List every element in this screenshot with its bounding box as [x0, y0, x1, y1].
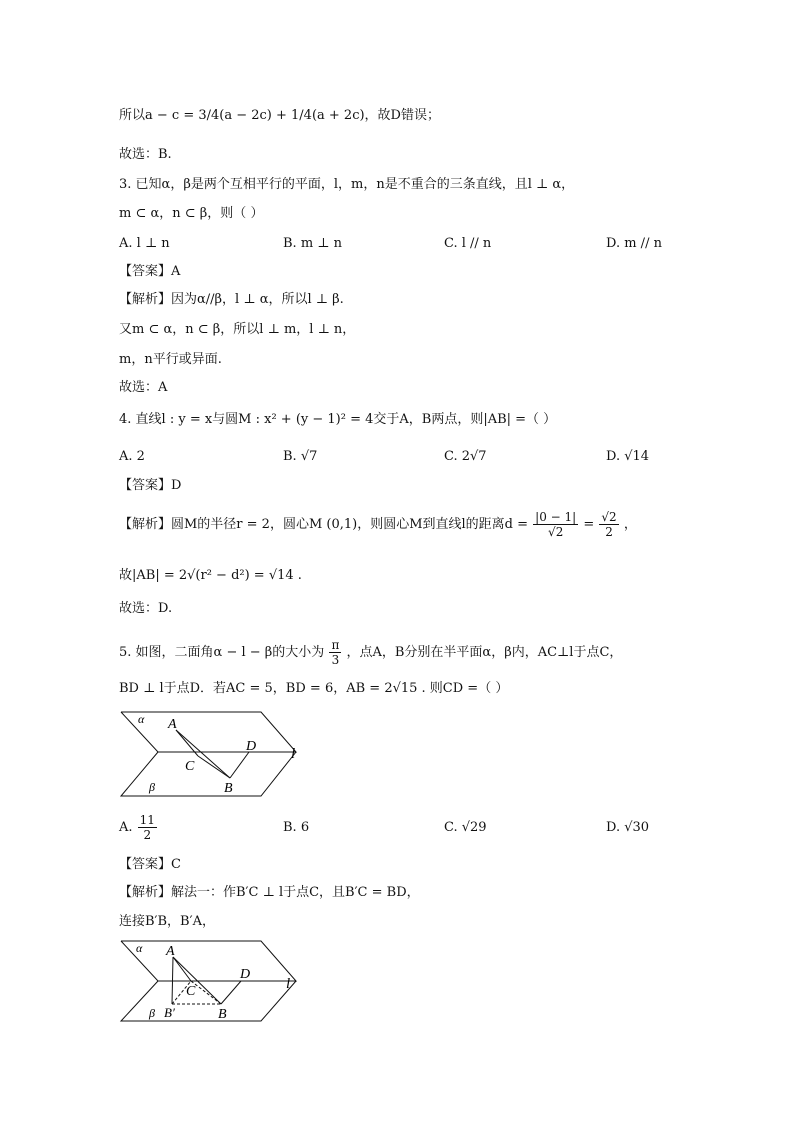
- figure1-label-c: C: [185, 759, 195, 774]
- q4-analysis-text: 【解析】圆M的半径r = 2，圆心M (0,1)，则圆心M到直线l的距离d =: [119, 517, 529, 532]
- figure1-label-d: D: [246, 739, 257, 754]
- figure1-label-alpha: α: [138, 712, 145, 726]
- q5-stem-line2: BD ⊥ l于点D．若AC = 5，BD = 6，AB = 2√15 . 则CD =（ ）: [119, 681, 509, 696]
- q5-analysis-line1: 【解析】解法一：作B′C ⊥ l于点C，且B′C = BD，: [119, 885, 420, 900]
- q3-stem-line2: m ⊂ α，n ⊂ β，则（ ）: [119, 206, 264, 221]
- q5-figure-2: [118, 937, 308, 1025]
- q4-choose: 故选：D.: [119, 601, 173, 616]
- figure2-segment-ab-prime: [172, 957, 173, 1004]
- q4-option-a: A. 2: [119, 449, 145, 464]
- figure2-label-beta: β: [149, 1006, 155, 1020]
- q5-option-a: [119, 813, 158, 842]
- q5-stem-line1: [119, 638, 622, 667]
- q4-option-c: C. 2√7: [444, 449, 487, 464]
- figure1-segment-cb: [198, 756, 230, 778]
- figure1-label-b: B: [224, 781, 233, 796]
- figure1-label-l: l: [291, 746, 296, 762]
- q4-option-d: D. √14: [606, 449, 650, 464]
- figure2-label-a: A: [166, 944, 175, 959]
- figure2-segment-cb: [191, 981, 221, 1004]
- q3-answer: 【答案】A: [119, 264, 181, 279]
- q5-option-a-fraction: [138, 813, 157, 842]
- q3-option-c: C. l // n: [444, 236, 492, 251]
- q3-analysis-line1: 【解析】因为α//β，l ⊥ α，所以l ⊥ β.: [119, 292, 344, 307]
- q3-analysis-line3: m，n平行或异面.: [119, 352, 222, 367]
- q5-option-c: C. √29: [444, 820, 487, 835]
- figure2-label-alpha: α: [136, 941, 143, 955]
- q3-analysis-line2: 又m ⊂ α，n ⊂ β，所以l ⊥ m，l ⊥ n，: [119, 322, 356, 337]
- q5-angle-denominator: 3: [331, 653, 340, 667]
- q4-option-b: B. √7: [283, 449, 318, 464]
- q3-option-b: B. m ⊥ n: [283, 236, 343, 251]
- q5-answer: 【答案】C: [119, 857, 181, 872]
- q5-figure-1: [118, 708, 308, 802]
- q5-angle-numerator: π: [331, 638, 340, 652]
- q4-fraction-denominator: √2: [548, 525, 564, 539]
- q4-analysis-line1: [119, 510, 637, 539]
- figure2-label-b-prime: B′: [164, 1005, 175, 1020]
- q5-option-a-denominator: 2: [143, 828, 152, 842]
- q5-option-d: D. √30: [606, 820, 650, 835]
- figure2-plane-beta: [121, 981, 296, 1021]
- figure2-label-b: B: [218, 1007, 227, 1022]
- figure1-plane-alpha: [121, 712, 296, 752]
- figure2-label-d: D: [240, 967, 251, 982]
- q3-choose: 故选：A: [119, 380, 168, 395]
- q5-option-b: B. 6: [283, 820, 310, 835]
- figure2-label-l: l: [286, 976, 291, 992]
- figure2-plane-alpha: [121, 941, 296, 981]
- q5-stem-text-a: 5. 如图，二面角α − l − β的大小为: [119, 645, 325, 660]
- q5-option-a-numerator: 11: [139, 813, 155, 827]
- q5-option-a-prefix: A.: [119, 820, 133, 835]
- q4-result-fraction: [599, 510, 618, 539]
- q4-comma: ，: [623, 517, 637, 532]
- q4-result-denominator: 2: [605, 525, 613, 539]
- q5-analysis-line2: 连接B′B，B′A，: [119, 914, 215, 929]
- q4-fraction-numerator: |0 − 1|: [535, 510, 577, 524]
- figure2-segment-ac: [173, 957, 191, 981]
- q3-stem-line1: 3. 已知α，β是两个互相平行的平面，l，m，n是不重合的三条直线，且l ⊥ α，: [119, 177, 575, 192]
- q4-result-numerator: √2: [601, 510, 617, 524]
- figure1-label-beta: β: [149, 780, 155, 794]
- q3-option-a: A. l ⊥ n: [119, 236, 170, 251]
- q3-option-d: D. m // n: [606, 236, 662, 251]
- prev-choose-line: 故选：B.: [119, 147, 172, 162]
- prev-conclusion-text: 所以a − c = 3/4(a − 2c) + 1/4(a + 2c)，故D错误；: [119, 108, 440, 123]
- figure2-label-c: C: [186, 984, 196, 999]
- prev-conclusion-line: [119, 106, 440, 126]
- q4-distance-fraction: [533, 510, 578, 539]
- figure1-segment-bd: [230, 752, 249, 778]
- figure2-segment-bd: [221, 981, 241, 1004]
- q4-analysis-line2: 故|AB| = 2√(r² − d²) = √14 .: [119, 568, 302, 583]
- figure1-label-a: A: [168, 717, 177, 732]
- q4-answer: 【答案】D: [119, 478, 182, 493]
- q4-stem: 4. 直线l : y = x与圆M : x² + (y − 1)² = 4交于A，B两点，则|AB| =（ ）: [119, 412, 557, 427]
- q5-angle-fraction: [329, 638, 341, 667]
- q5-stem-text-b: ，点A，B分别在半平面α，β内，AC⊥l于点C，: [346, 645, 623, 660]
- q4-equals: =: [583, 517, 595, 532]
